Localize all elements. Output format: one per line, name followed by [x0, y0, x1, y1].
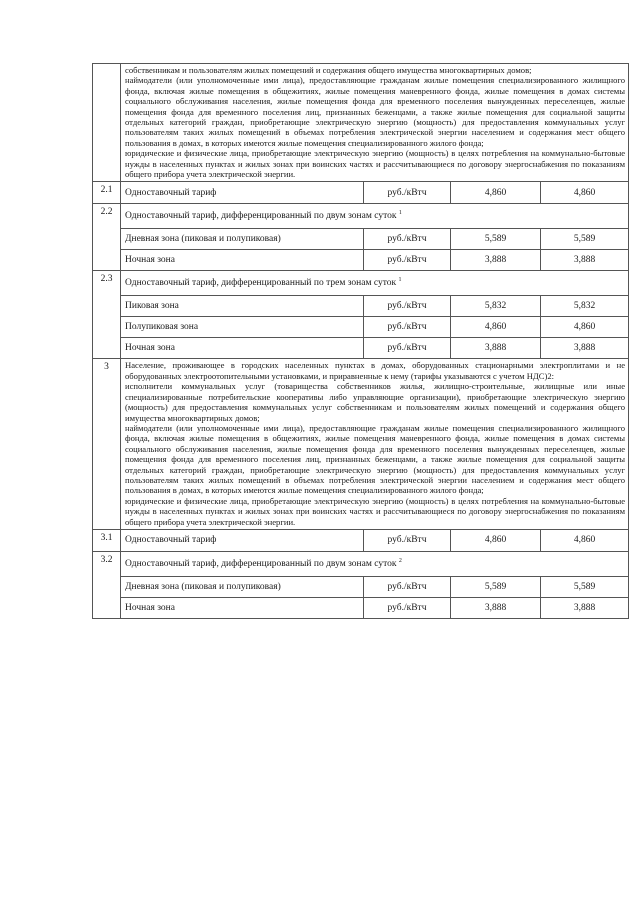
paragraph: Население, проживающее в городских населенных пунктах в домах, оборудованных стационарными электроплитами и не оборудованных электроотопительными установками, и приравненные к нему (тарифы указываются с учетом НДС)2: [125, 360, 626, 381]
table-row [93, 576, 629, 597]
paragraph: юридические и физические лица, приобретающие электрическую энергию (мощность) в целях потребления на коммунально-бытовые нужды в населенных пунктах и жилых зонах при воинских частях и рассчитывающиеся по договору энергоснабжения по показаниям общего прибора учета электрической энергии. [125, 495, 626, 527]
value-second-half: 3,888 [541, 597, 629, 618]
zone-label: Ночная зона [121, 250, 364, 271]
table-row [93, 250, 629, 271]
footnote-mark: 1 [398, 277, 402, 284]
footnote-mark: 1 [398, 210, 402, 217]
value-second-half: 5,589 [541, 229, 629, 250]
table-row [93, 529, 629, 551]
row-number: 2.2 [93, 204, 121, 271]
unit: руб./кВтч [364, 576, 451, 597]
table-row [93, 296, 629, 317]
value-second-half: 4,860 [541, 529, 629, 551]
zone-label: Ночная зона [121, 597, 364, 618]
row-number: 2.1 [93, 182, 121, 204]
zone-label: Дневная зона (пиковая и полупиковая) [121, 229, 364, 250]
row-number [93, 64, 121, 182]
tariff-label: Одноставочный тариф [121, 529, 364, 551]
tariff-heading: Одноставочный тариф, дифференцированный по двум зонам суток $^1$ [121, 204, 629, 229]
consumer-description [121, 359, 629, 530]
paragraph: собственникам и пользователям жилых помещений и содержания общего имущества многоквартирных домов; [125, 65, 532, 75]
paragraph: юридические и физические лица, приобретающие электрическую энергию (мощность) в целях потребления на коммунально-бытовые нужды в населенных пунктах и жилых зонах при воинских частях и рассчитывающиеся по договору энергоснабжения по показаниям общего прибора учета электрической энергии. [125, 148, 626, 180]
value-first-half: 3,888 [451, 597, 541, 618]
unit: руб./кВтч [364, 229, 451, 250]
table-row [93, 64, 629, 182]
tariff-label: Одноставочный тариф [121, 182, 364, 204]
value-second-half: 5,589 [541, 576, 629, 597]
value-second-half: 3,888 [541, 250, 629, 271]
zone-label: Дневная зона (пиковая и полупиковая) [121, 576, 364, 597]
table-row [93, 204, 629, 229]
footnote-mark: 2 [398, 557, 402, 564]
row-number: 3.2 [93, 551, 121, 618]
value-second-half: 4,860 [541, 317, 629, 338]
paragraph: наймодатели (или уполномоченные ими лица), предоставляющие гражданам жилые помещения специализированного жилищного фонда, включая жилые помещения в общежитиях, жилые помещения маневренного фонда, жилые помещения в домах системы социального обслуживания населения, жилые помещения фонда для временного поселения вынужденных переселенцев, жилые помещения фонда для временного поселения лиц, признанных беженцами, а также жилые помещения для социальной защиты отдельных категорий граждан, приобретающие электрическую энергию (мощность) для предоставления коммунальных услуг пользователям таких жилых помещений в объемах потребления электрической энергии населением и содержания мест общего пользования в домах, в которых имеются жилые помещения специализированного жилого фонда; [125, 422, 626, 496]
tariff-heading: Одноставочный тариф, дифференцированный по трем зонам суток $^1$ [121, 271, 629, 296]
paragraph: исполнители коммунальных услуг (товарищества собственников жилья, жилищно-строительные, жилищные или иные специализированные потребительские кооперативы либо управляющие организации), приобретающие электрическую энергию (мощность) для предоставления коммунальных услуг собственникам и пользователям жилых помещений и содержания общего имущества многоквартирных домов; [125, 381, 626, 423]
unit: руб./кВтч [364, 317, 451, 338]
tariff-table [92, 63, 629, 619]
value-first-half: 3,888 [451, 250, 541, 271]
zone-label: Полупиковая зона [121, 317, 364, 338]
value-first-half: 4,860 [451, 317, 541, 338]
zone-label: Пиковая зона [121, 296, 364, 317]
table-row [93, 359, 629, 530]
value-second-half: 3,888 [541, 338, 629, 359]
unit: руб./кВтч [364, 338, 451, 359]
table-row [93, 271, 629, 296]
value-first-half: 5,832 [451, 296, 541, 317]
value-first-half: 4,860 [451, 182, 541, 204]
value-first-half: 4,860 [451, 529, 541, 551]
table-row [93, 597, 629, 618]
value-first-half: 5,589 [451, 576, 541, 597]
unit: руб./кВтч [364, 296, 451, 317]
value-first-half: 3,888 [451, 338, 541, 359]
row-number: 3.1 [93, 529, 121, 551]
unit: руб./кВтч [364, 182, 451, 204]
value-second-half: 5,832 [541, 296, 629, 317]
unit: руб./кВтч [364, 529, 451, 551]
table-row [93, 317, 629, 338]
table-row [93, 551, 629, 576]
table-row [93, 229, 629, 250]
row-number: 2.3 [93, 271, 121, 359]
paragraph: наймодатели (или уполномоченные ими лица), предоставляющие гражданам жилые помещения специализированного жилищного фонда, включая жилые помещения в общежитиях, жилые помещения маневренного фонда, жилые помещения в домах системы социального обслуживания населения, жилые помещения фонда для временного поселения вынужденных переселенцев, жилые помещения фонда для временного поселения лиц, признанных беженцами, а также жилые помещения для социальной защиты отдельных категорий граждан, приобретающие электрическую энергию (мощность) для предоставления коммунальных услуг пользователям таких жилых помещений в объемах потребления электрической энергии населением и содержания мест общего пользования в домах, в которых имеются жилые помещения специализированного жилого фонда; [125, 75, 626, 148]
value-second-half: 4,860 [541, 182, 629, 204]
unit: руб./кВтч [364, 597, 451, 618]
consumer-description [121, 64, 629, 182]
value-first-half: 5,589 [451, 229, 541, 250]
zone-label: Ночная зона [121, 338, 364, 359]
row-number: 3 [93, 359, 121, 530]
table-row [93, 338, 629, 359]
tariff-heading: Одноставочный тариф, дифференцированный по двум зонам суток $^2$ [121, 551, 629, 576]
unit: руб./кВтч [364, 250, 451, 271]
table-row [93, 182, 629, 204]
